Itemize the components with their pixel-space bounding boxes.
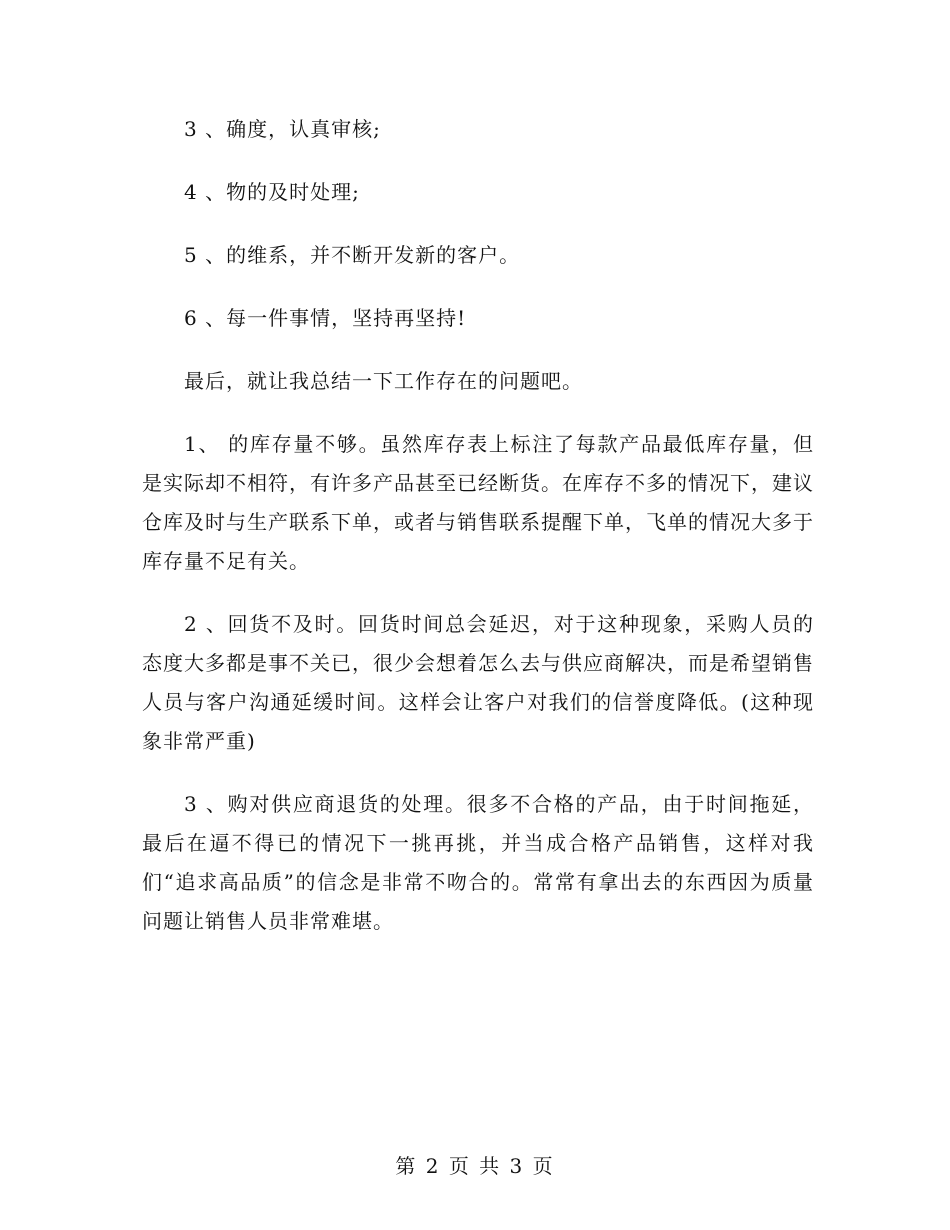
page-footer: 第 2 页 共 3 页 [395, 1154, 555, 1178]
document-body [142, 110, 814, 965]
problem-1-paragraph: 1、 的库存量不够。虽然库存表上标注了每款产品最低库存量，但是实际却不相符，有许多产品甚至已经断货。在库存不多的情况下，建议仓库及时与生产联系下单，或者与销售联系提醒下单，飞单的情况大多于库存量不足有关。 [142, 432, 814, 573]
summary-intro: 最后，就让我总结一下工作存在的问题吧。 [184, 369, 583, 393]
list-item-6: 6 、每一件事情，坚持再坚持! [184, 306, 467, 330]
list-item-5: 5 、的维系，并不断开发新的客户。 [184, 243, 521, 267]
list-item-3: 3 、确度，认真审核; [184, 117, 381, 141]
list-item-4: 4 、物的及时处理; [184, 180, 360, 204]
problem-2-paragraph: 2 、回货不及时。回货时间总会延迟，对于这种现象，采购人员的态度大多都是事不关已，很少会想着怎么去与供应商解决，而是希望销售人员与客户沟通延缓时间。这样会让客户对我们的信誉度降低。(这种现象非常严重) [142, 612, 814, 753]
problem-3-paragraph: 3 、购对供应商退货的处理。很多不合格的产品，由于时间拖延，最后在逼不得已的情况下一挑再挑，并当成合格产品销售，这样对我们“追求高品质”的信念是非常不吻合的。常常有拿出去的东西因为质量问题让销售人员非常难堪。 [142, 792, 814, 933]
